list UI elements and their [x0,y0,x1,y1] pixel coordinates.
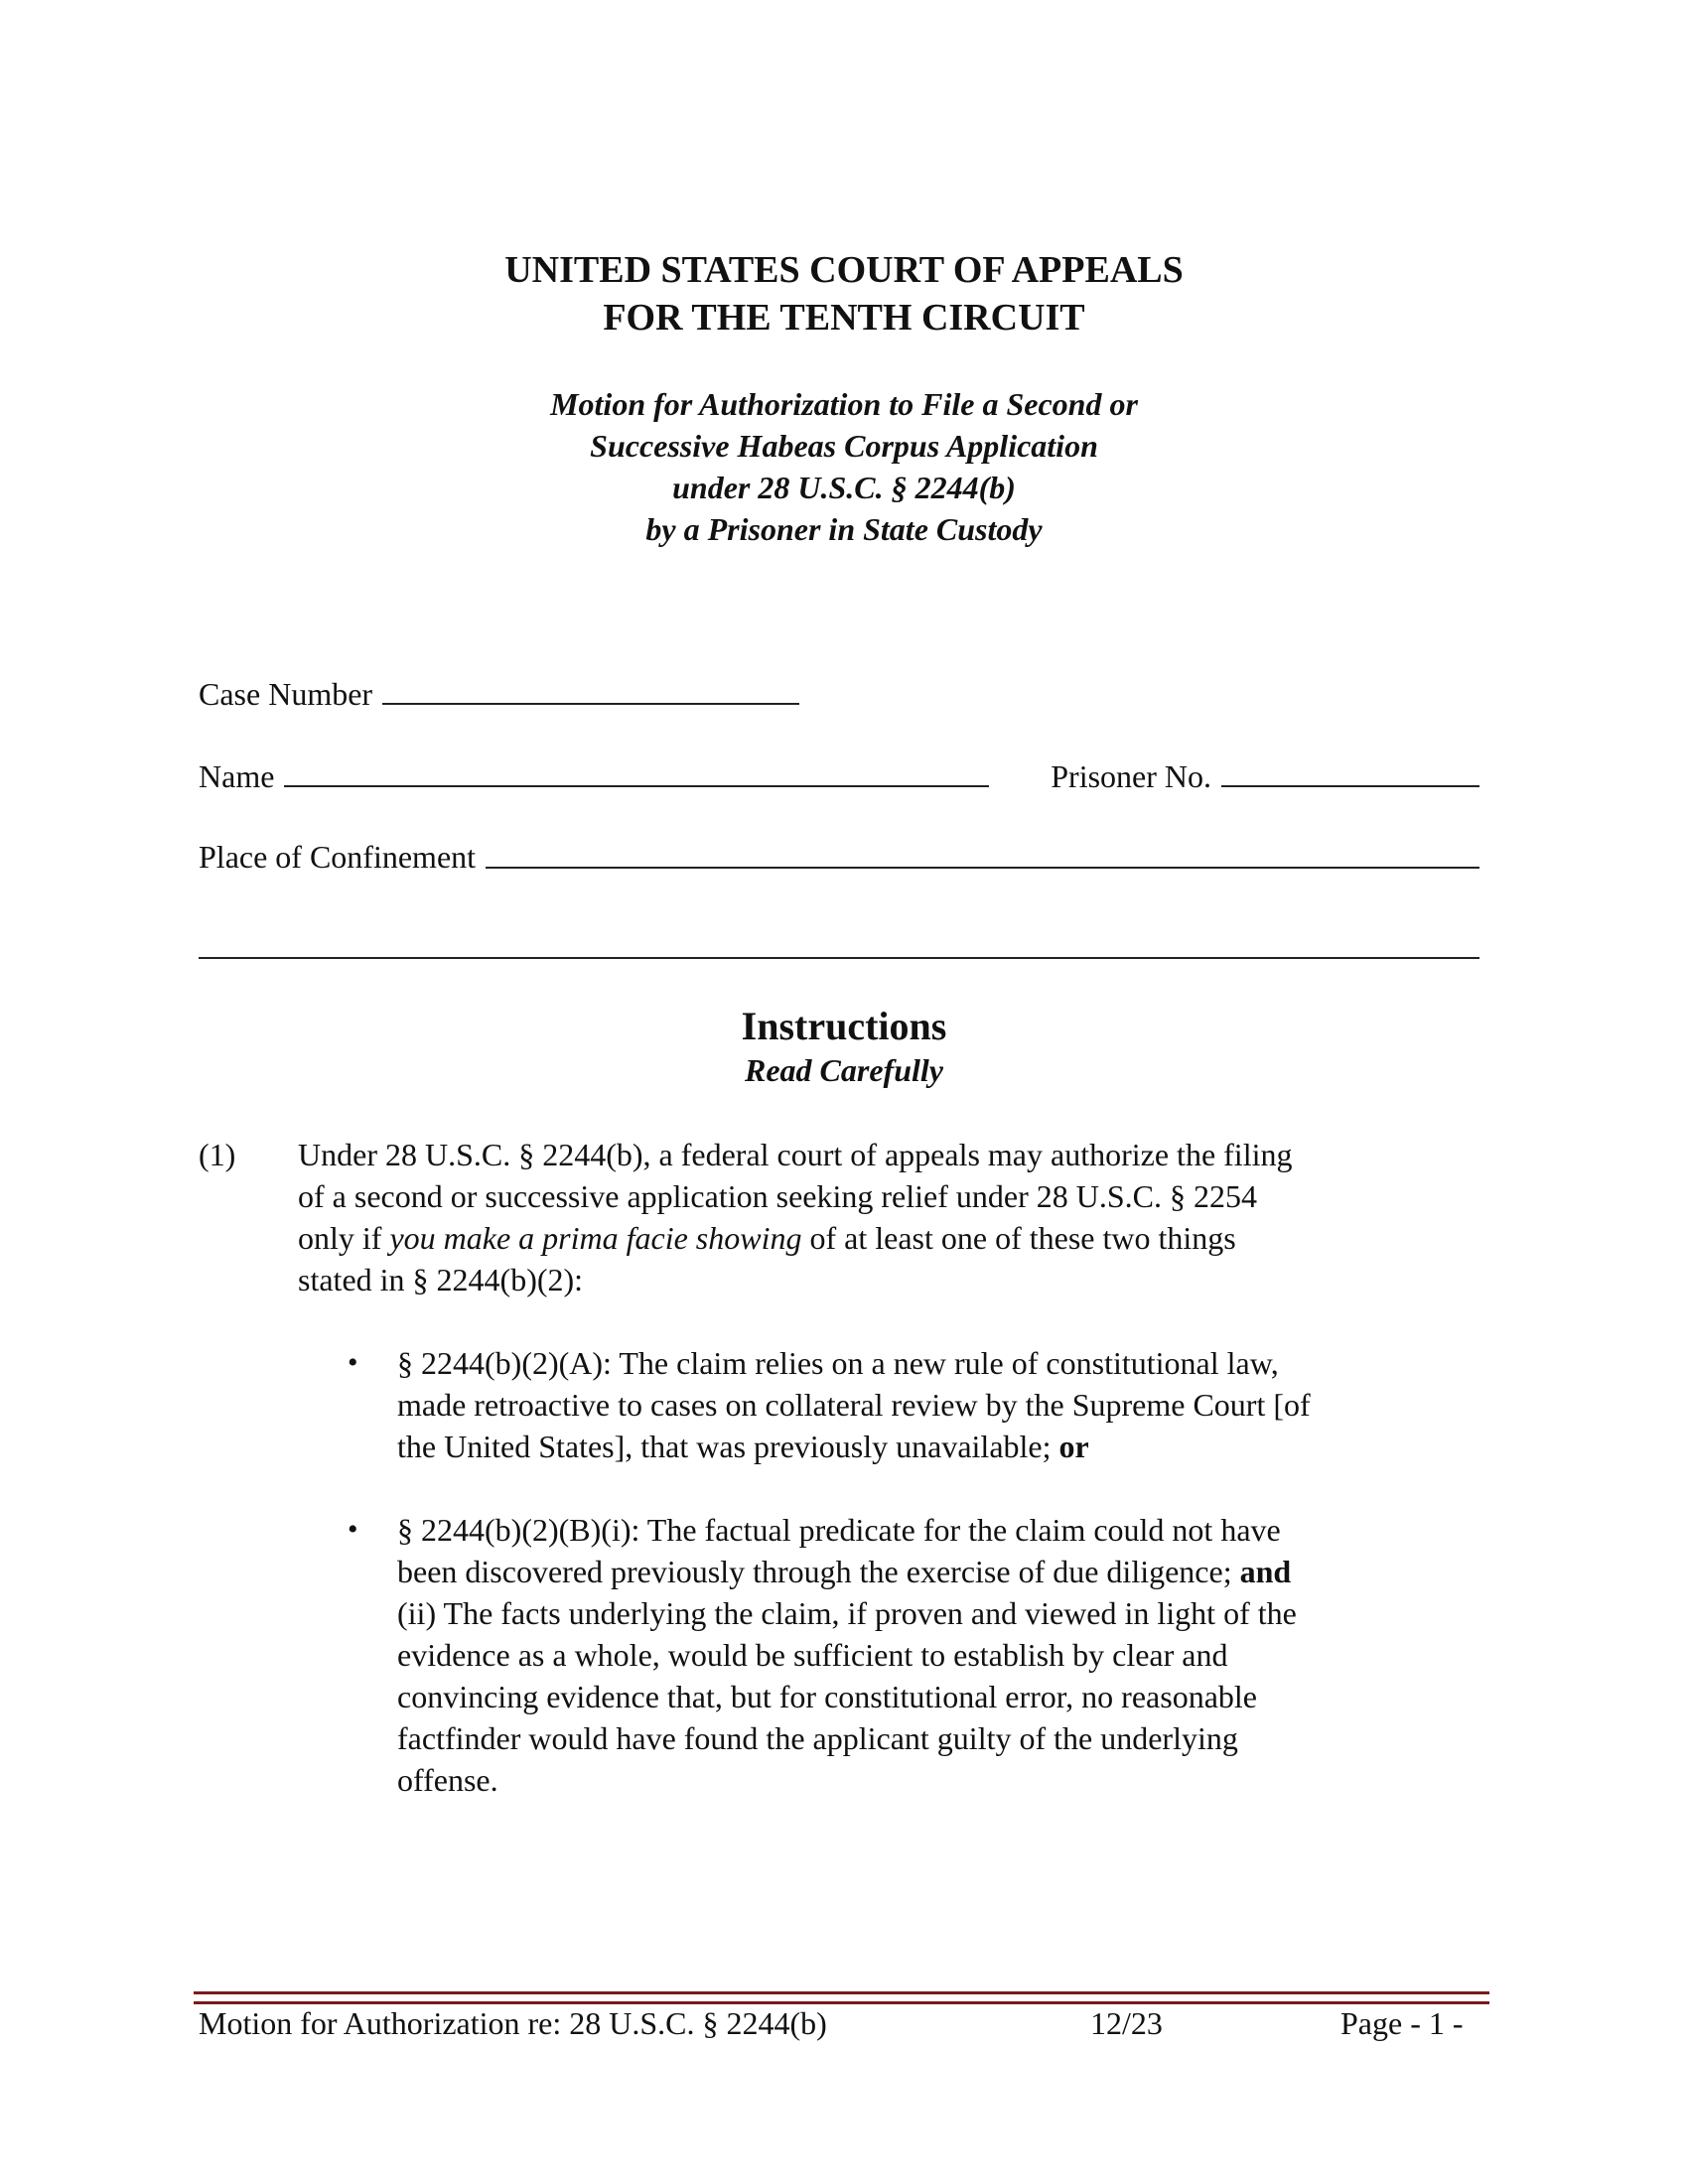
instructions-subtitle: Read Carefully [745,1052,943,1088]
item-1-line3-post: of at least one of these two things [801,1220,1236,1256]
bullet-1-line3-text: the United States], that was previously unavailable; [397,1429,1059,1464]
court-title [0,246,1688,341]
instructions-title: Instructions [741,1004,947,1048]
item-1-line4: stated in § 2244(b)(2): [298,1262,584,1297]
prisoner-no-group [1051,755,1479,796]
item-1-line2: of a second or successive application seeking relief under 28 U.S.C. § 2254 [298,1178,1257,1214]
bullet-2-line6: factfinder would have found the applicant guilty of the underlying [397,1720,1238,1756]
case-number-field[interactable] [382,673,799,705]
footer-title: Motion for Authorization re: 28 U.S.C. § 2244(b) [199,2005,827,2041]
place-of-confinement-field-line2[interactable] [199,957,1479,959]
name-field[interactable] [284,755,989,787]
bullet-2-line2 [397,1551,1489,1592]
item-1-line3-emphasis: you make a prima facie showing [389,1220,802,1256]
item-1-line1: Under 28 U.S.C. § 2244(b), a federal court of appeals may authorize the filing [298,1137,1293,1172]
name-label: Name [199,758,275,794]
footer-page-number: Page - 1 - [1340,2005,1464,2041]
subtitle-line4: by a Prisoner in State Custody [645,511,1043,547]
bullet-1-text [397,1342,1489,1467]
item-1-line3-pre: only if [298,1220,390,1256]
footer-date: 12/23 [1090,2005,1163,2041]
bullet-2-and: and [1239,1554,1292,1589]
bullet-2-line3: (ii) The facts underlying the claim, if proven and viewed in light of the [397,1595,1297,1631]
bullet-2-line4: evidence as a whole, would be sufficient to establish by clear and [397,1637,1228,1673]
bullet-1-line1: § 2244(b)(2)(A): The claim relies on a new rule of constitutional law, [397,1345,1279,1381]
bullet-2-line5: convincing evidence that, but for constitutional error, no reasonable [397,1679,1257,1714]
bullet-1-or: or [1058,1429,1089,1464]
motion-subtitle [0,383,1688,550]
place-of-confinement-field[interactable] [486,837,1479,869]
subtitle-line2: Successive Habeas Corpus Application [590,428,1098,464]
case-number-label: Case Number [199,676,373,712]
bullet-2-line1: § 2244(b)(2)(B)(i): The factual predicate for the claim could not have [397,1512,1281,1548]
place-of-confinement-row [199,837,1479,877]
bullet-1-line2: made retroactive to cases on collateral review by the Supreme Court [of [397,1387,1311,1423]
item-1-text [298,1134,1489,1300]
bullet-2-line7: offense. [397,1762,498,1798]
court-title-line2: FOR THE TENTH CIRCUIT [603,297,1085,339]
bullet-icon: • [348,1346,358,1379]
court-title-line1: UNITED STATES COURT OF APPEALS [504,249,1184,291]
prisoner-no-label: Prisoner No. [1051,758,1211,794]
item-1-line3 [298,1217,1489,1259]
bullet-icon: • [348,1513,358,1546]
case-number-row [199,673,799,714]
place-of-confinement-label: Place of Confinement [199,839,477,875]
bullet-2-text [397,1509,1489,1801]
prisoner-no-field[interactable] [1221,755,1479,787]
name-row [199,755,1479,796]
bullet-2-line2-text: been discovered previously through the exercise of due diligence; [397,1554,1240,1589]
subtitle-line1: Motion for Authorization to File a Second or [550,386,1138,422]
item-number: (1) [199,1137,236,1172]
bullet-1-line3 [397,1426,1489,1467]
subtitle-line3: under 28 U.S.C. § 2244(b) [672,470,1016,505]
